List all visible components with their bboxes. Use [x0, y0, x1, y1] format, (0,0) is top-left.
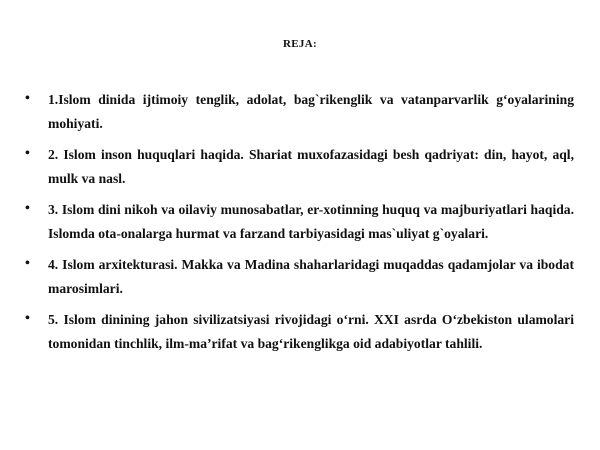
list-item — [22, 253, 574, 301]
plan-list — [22, 88, 574, 363]
list-item — [22, 88, 574, 136]
bullet-icon: • — [25, 311, 30, 326]
list-item-text: 4. Islom arxitekturasi. Makka va Madina shaharlaridagi muqaddas qadamjolar va ibodat marosimlari. — [48, 257, 574, 296]
list-item-text: 3. Islom dini nikoh va oilaviy munosabatlar, er-xotinning huquq va majburiyatlari haqida. Islomda ota-onalarga hurmat va farzand tarbiyasidagi mas`uliyat g`oyalari. — [48, 202, 574, 241]
slide-title: REJA: — [283, 38, 317, 50]
list-item-text: 5. Islom dinining jahon sivilizatsiyasi rivojidagi o‘rni. XXI asrda O‘zbekiston ulamolari tomonidan tinchlik, ilm-ma’rifat va bag‘rikenglikga oid adabiyotlar tahlili. — [48, 312, 574, 351]
list-item-text: 2. Islom inson huquqlari haqida. Shariat muxofazasidagi besh qadriyat: din, hayot, aql, mulk va nasl. — [48, 147, 574, 186]
list-item-text: 1.Islom dinida ijtimoiy tenglik, adolat, bag`rikenglik va vatanparvarlik g‘oyalarining mohiyati. — [48, 92, 574, 131]
bullet-icon: • — [25, 146, 30, 161]
bullet-icon: • — [25, 91, 30, 106]
list-item — [22, 198, 574, 246]
bullet-icon: • — [25, 256, 30, 271]
list-item — [22, 308, 574, 356]
bullet-icon: • — [25, 201, 30, 216]
list-item — [22, 143, 574, 191]
